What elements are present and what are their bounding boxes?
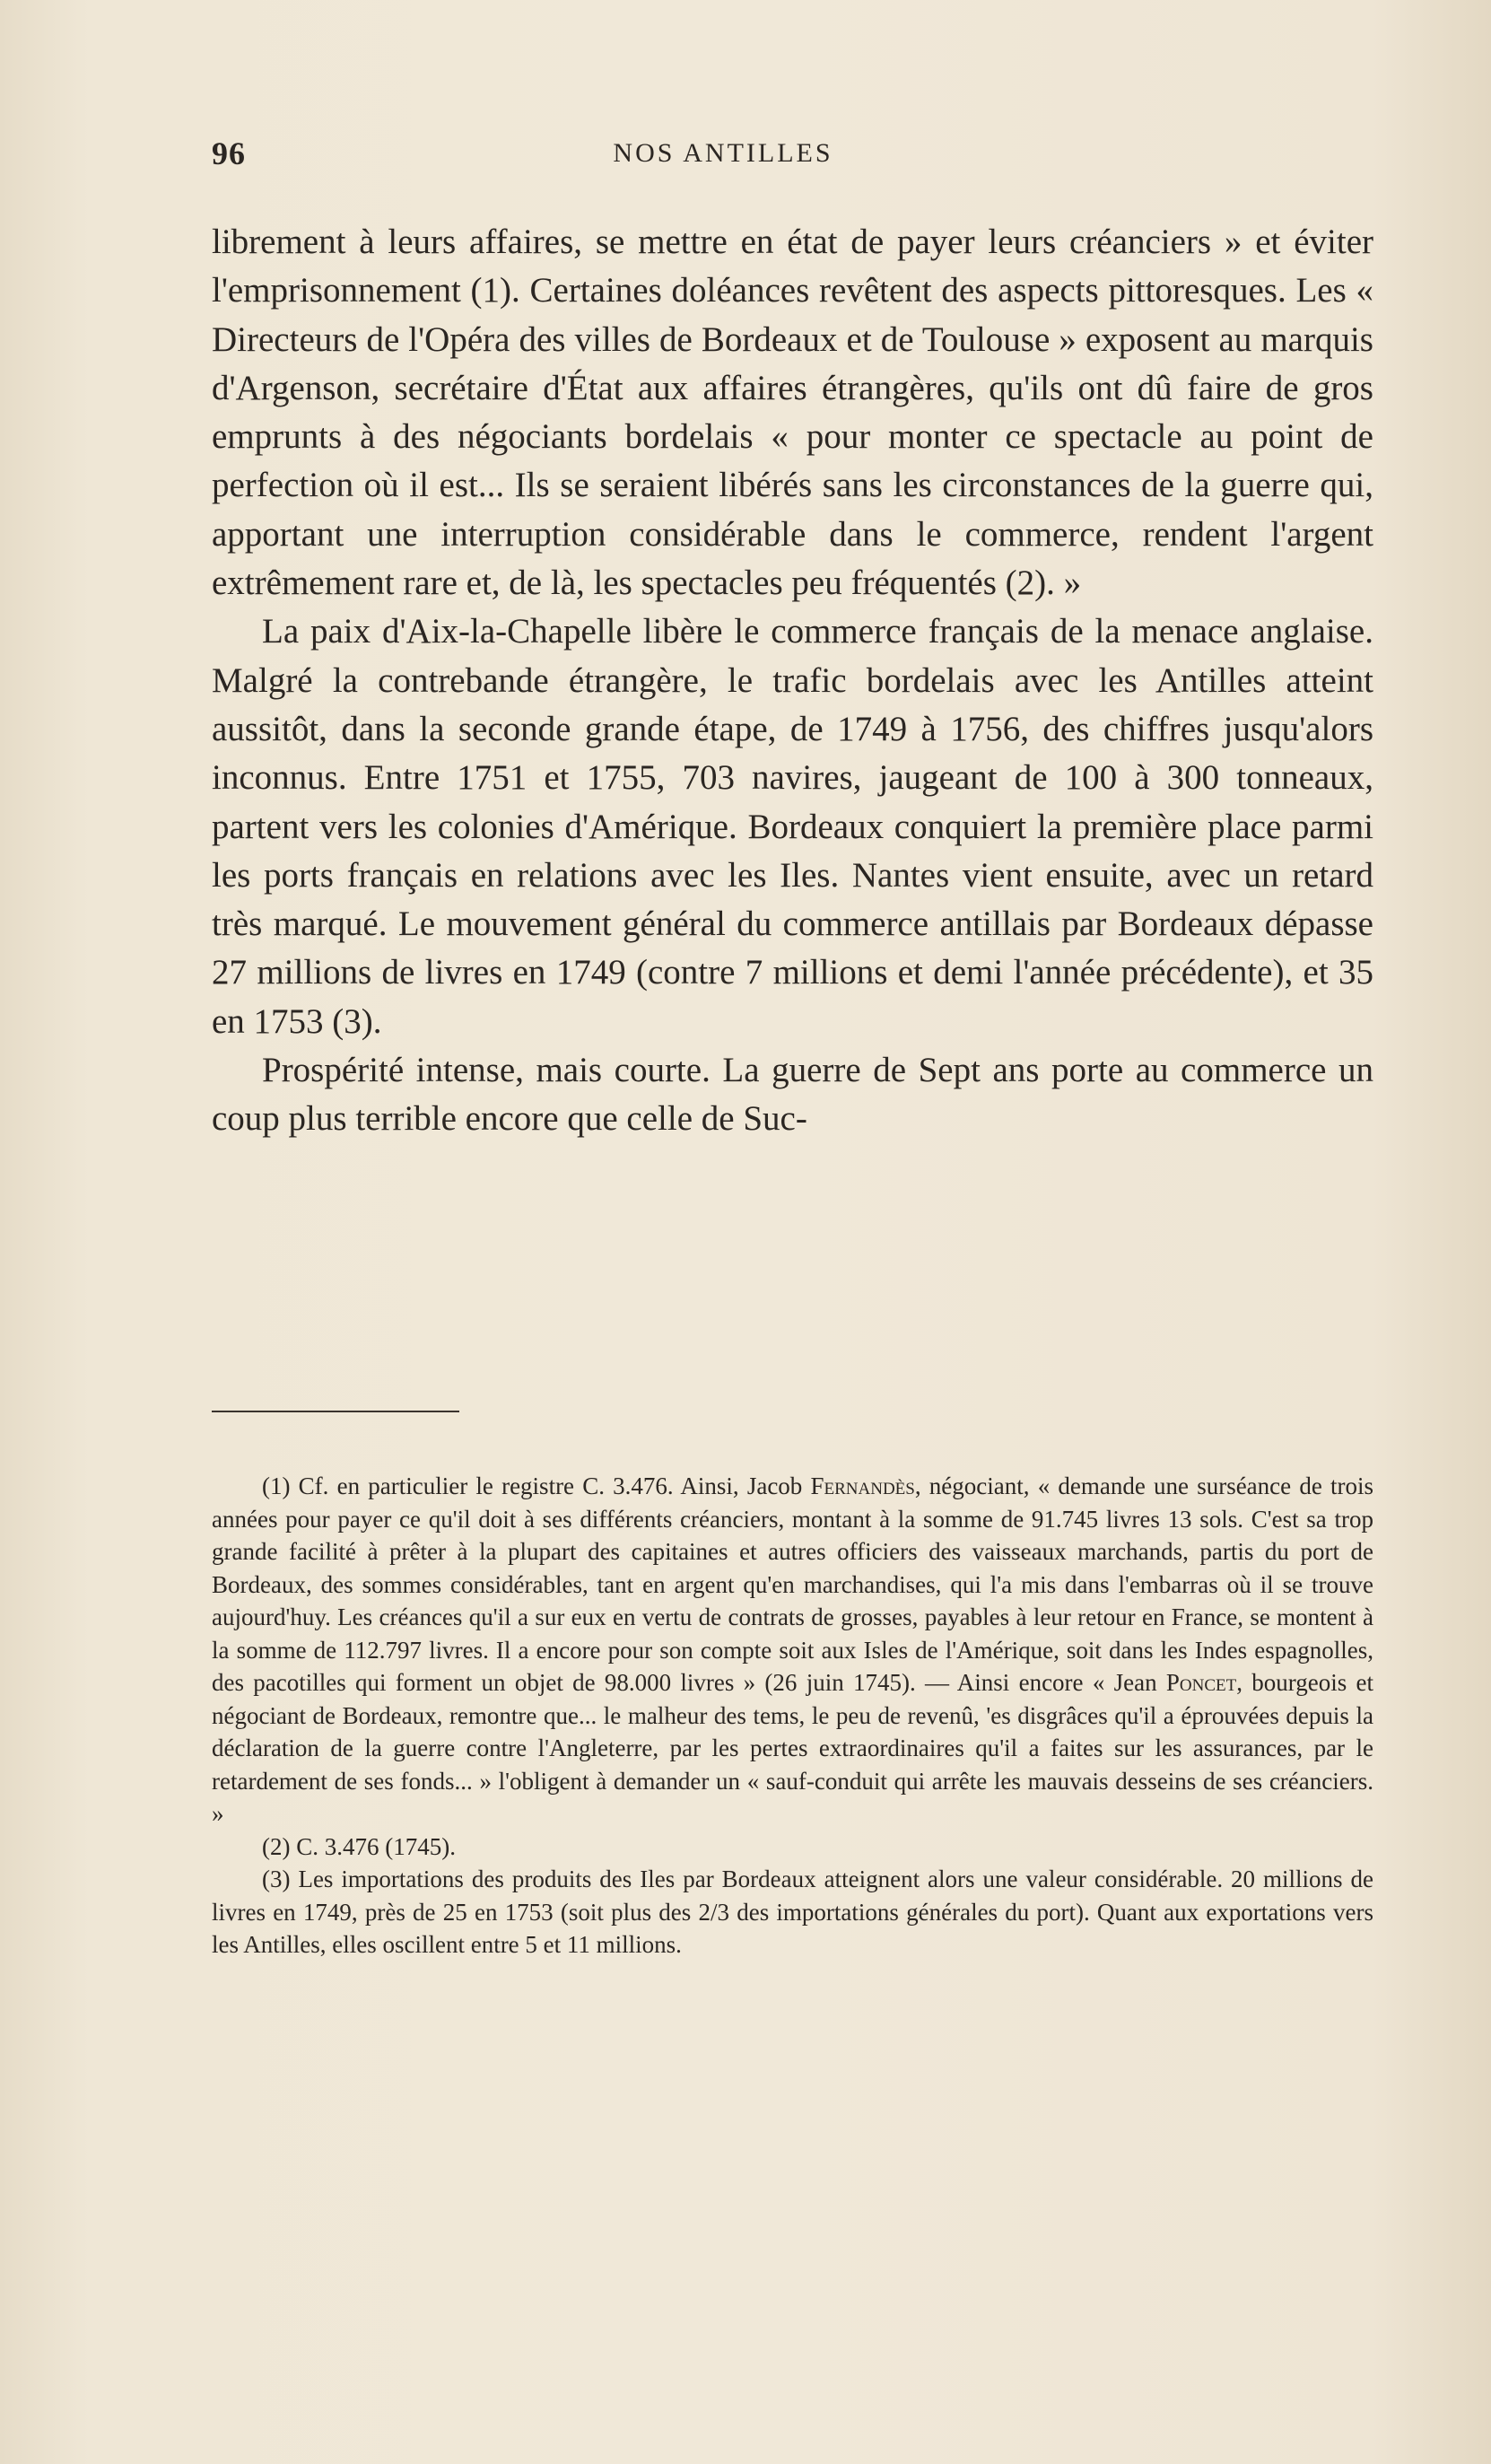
footnote-2: (2) C. 3.476 (1745). bbox=[262, 1832, 456, 1860]
footnote-1-name-poncet: Poncet bbox=[1165, 1669, 1237, 1696]
page-number: 96 bbox=[212, 135, 246, 171]
footnote-1-text-a: (1) Cf. en particulier le registre C. 3.476. Ainsi, Jacob bbox=[262, 1472, 811, 1499]
footnote-3: (3) Les importations des produits des Iles par Bordeaux atteignent alors une valeur considérable. 20 millions de livres en 1749, près de 25 en 1753 (soit plus des 2/3 des importations générales du port). Quant aux exportations vers les Antilles, elles oscillent entre 5 et 11 millions. bbox=[212, 1865, 1373, 1958]
footnotes bbox=[212, 1470, 1373, 1962]
footnote-1 bbox=[212, 1470, 1373, 1831]
footnote-separator bbox=[212, 1411, 459, 1412]
footnote-1-text-c: , bourgeois et négociant de Bordeaux, remontre que... le malheur des tems, le peu de revenû, 'es disgrâces qu'il a éprouvées depuis la déclaration de la guerre contre l'Angleterre, par les pertes extraordinaires qu'il a faites sur les assurances, par le retardement de ses fonds... » l'obligent à demander un « sauf-conduit qui arrête les mauvais desseins de ses créanciers. » bbox=[212, 1669, 1373, 1827]
paragraph-2: La paix d'Aix-la-Chapelle libère le commerce français de la menace anglaise. Malgré la contrebande étrangère, le trafic bordelais avec les Antilles atteint aussitôt, dans la seconde grande étape, de 1749 à 1756, des chiffres jusqu'alors inconnus. Entre 1751 et 1755, 703 navires, jaugeant de 100 à 300 tonneaux, partent vers les colonies d'Amérique. Bordeaux conquiert la première place parmi les ports français en relations avec les Iles. Nantes vient ensuite, avec un retard très marqué. Le mouvement général du commerce antillais par Bordeaux dépasse 27 millions de livres en 1749 (contre 7 millions et demi l'année précédente), et 35 en 1753 (3). bbox=[212, 612, 1373, 1041]
paragraph-1: librement à leurs affaires, se mettre en état de payer leurs créanciers » et éviter l'emprisonnement (1). Certaines doléances revêtent des aspects pittoresques. Les « Directeurs de l'Opéra des villes de Bordeaux et de Toulouse » exposent au marquis d'Argenson, secrétaire d'État aux affaires étrangères, qu'ils ont dû faire de gros emprunts à des négociants bordelais « pour monter ce spectacle au point de perfection où il est... Ils se seraient libérés sans les circonstances de la guerre qui, apportant une interruption considérable dans le commerce, rendent l'argent extrêmement rare et, de là, les spectacles peu fréquentés (2). » bbox=[212, 223, 1373, 603]
running-title: NOS ANTILLES bbox=[613, 138, 833, 168]
page-header bbox=[212, 135, 1378, 179]
paragraph-3: Prospérité intense, mais courte. La guerre de Sept ans porte au commerce un coup plus terrible encore que celle de Suc- bbox=[212, 1051, 1373, 1139]
footnote-1-name-fernandes: Fernandès bbox=[810, 1472, 915, 1499]
footnote-1-text-b: , négociant, « demande une surséance de trois années pour payer ce qu'il doit à ses différents créanciers, montant à la somme de 91.745 livres 13 sols. C'est sa trop grande facilité à prêter à la plupart des capitaines et autres officiers des vaisseaux marchands, partis du port de Bordeaux, des sommes considérables, tant en argent qu'en marchandises, qui l'a mis dans l'embarras où il se trouve aujourd'huy. Les créances qu'il a sur eux en vertu de contrats de grosses, payables à leur retour en France, se montent à la somme de 112.797 livres. Il a encore pour son compte soit aux Isles de l'Amérique, soit dans les Indes espagnolles, des pacotilles qui forment un objet de 98.000 livres » (26 juin 1745). — Ainsi encore « Jean bbox=[212, 1472, 1373, 1696]
main-text bbox=[212, 218, 1373, 1144]
